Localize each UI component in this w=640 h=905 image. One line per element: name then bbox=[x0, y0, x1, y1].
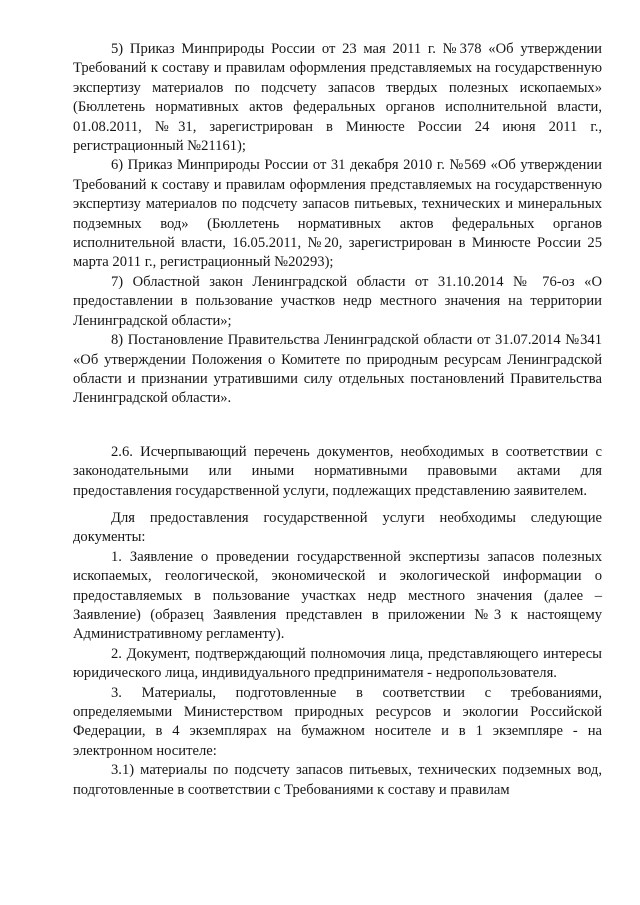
list-item-7: 7) Областной закон Ленинградской области от 31.10.2014 № 76-оз «О предоставлении в пользование участков недр местного значения на территории Ленинградской области»; bbox=[73, 273, 602, 329]
section-heading: 2.6. Исчерпывающий перечень документов, необходимых в соответствии с законодательными или иными нормативными правовыми актами для предоставления государственной услуги, подлежащих представлению заявителем. bbox=[73, 443, 602, 499]
doc-item-1: 1. Заявление о проведении государственной экспертизы запасов полезных ископаемых, геологической, экономической и экологической информации о предоставляемых в пользование участках недр местного значения (далее – Заявление) (образец Заявления представлен в приложении №3 к настоящему Административному регламенту). bbox=[73, 548, 602, 643]
doc-item-3: 3. Материалы, подготовленные в соответствии с требованиями, определяемыми Министерством природных ресурсов и экологии Российской Федерации, в 4 экземплярах на бумажном носителе и в 1 экземпляре - на электронном носителе: bbox=[73, 684, 602, 759]
intro-paragraph: Для предоставления государственной услуги необходимы следующие документы: bbox=[73, 509, 602, 546]
spacer bbox=[73, 409, 602, 443]
list-item-6: 6) Приказ Минприроды России от 31 декабря 2010 г. №569 «Об утверждении Требований к составу и правилам оформления представляемых на государственную экспертизу материалов по подсчету запасов питьевых, технических и минеральных подземных вод» (Бюллетень нормативных актов федеральных органов исполнительной власти, 16.05.2011, №20, зарегистрирован в Минюсте России 25 марта 2011 г., регистрационный №20293); bbox=[73, 157, 602, 271]
spacer bbox=[73, 501, 602, 509]
doc-item-2: 2. Документ, подтверждающий полномочия лица, представляющего интересы юридического лица, индивидуального предпринимателя - недропользователя. bbox=[73, 645, 602, 682]
doc-item-3-1: 3.1) материалы по подсчету запасов питьевых, технических подземных вод, подготовленные в соответствии с Требованиями к составу и правилам bbox=[73, 762, 602, 798]
list-item-8: 8) Постановление Правительства Ленинградской области от 31.07.2014 №341 «Об утверждении Положения о Комитете по природным ресурсам Ленинградской области и признании утратившими силу отдельных постановлений Правительства Ленинградской области». bbox=[73, 332, 602, 407]
list-item-5: 5) Приказ Минприроды России от 23 мая 2011 г. №378 «Об утверждении Требований к составу и правилам оформления представляемых на государственную экспертизу материалов по подсчету запасов твердых полезных ископаемых» (Бюллетень нормативных актов федеральных органов исполнительной власти, 01.08.2011, №31, зарегистрирован в Минюсте России 24 июня 2011 г., регистрационный №21161); bbox=[73, 41, 602, 155]
